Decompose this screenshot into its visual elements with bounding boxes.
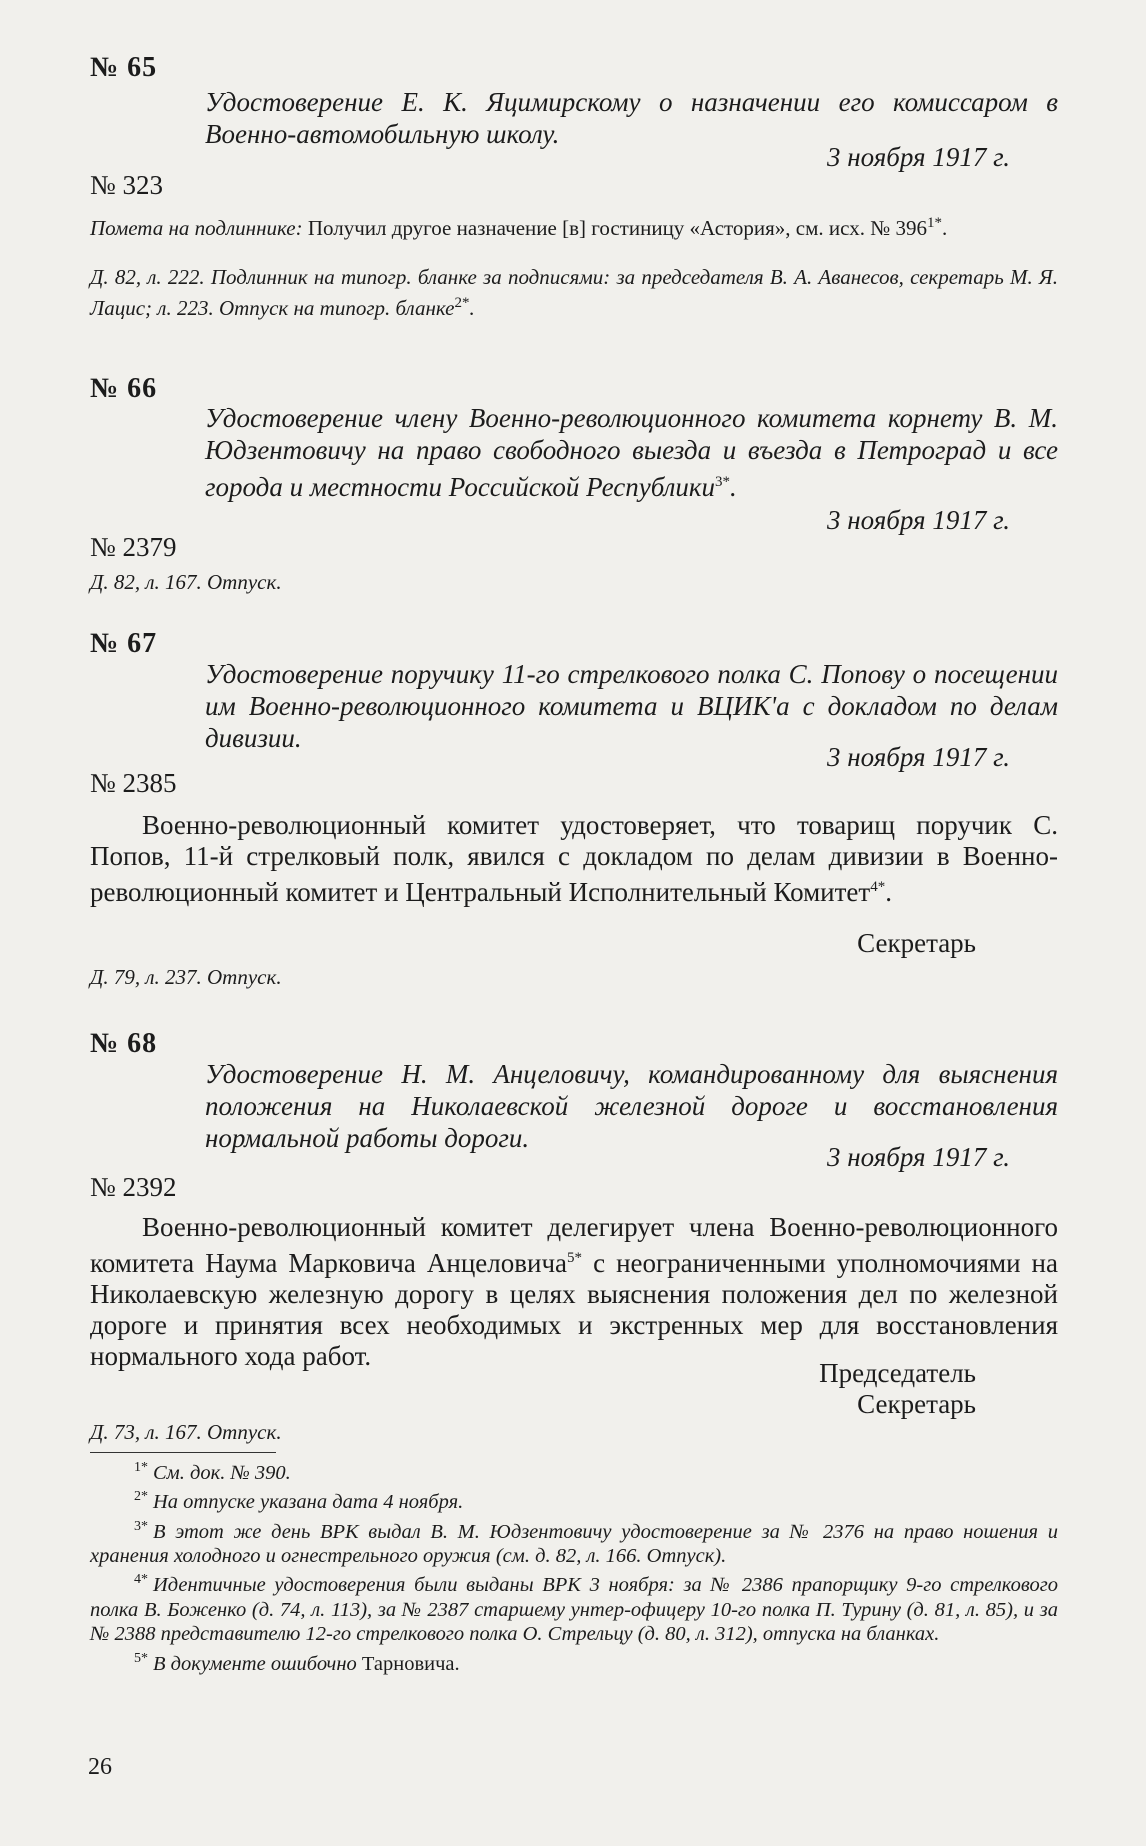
doc-68-number: № 68 [90,1028,158,1059]
title-text: Удостоверение члену Военно-революционного комитета корнету В. М. Юдзентовичу на право свободного выезда и въезда в Петроград и все города и местности Российской Республики [205,403,1058,502]
footnote-mark: 1* [927,215,942,231]
footnote-text: См. док. № 390. [153,1461,291,1484]
doc-65-title: Удостоверение Е. К. Яцимирскому о назначении его комиссаром в Военно-автомобильную школу. [205,87,1058,149]
footnote-marker: 1* [134,1460,148,1475]
footnote-text-italic: В документе ошибочно [153,1652,357,1675]
doc-68-archive-ref: Д. 73, л. 167. Отпуск. [90,1420,282,1444]
footnote-text: Идентичные удостоверения были выданы ВРК 3 ноября: за № 2386 прапорщику 9-го стрелкового полка В. Боженко (д. 74, л. 113), за № 2387 старшему унтер-офицеру 10-го полка П. Турину (д. 81, л. 85), и за № 2388 представителю 12-го стрелкового полка О. Стрельцу (д. 80, л. 312), отпуска на бланках. [90,1574,1058,1646]
page-number: 26 [88,1754,112,1780]
note-text: Получил другое назначение [в] гостиницу «Астория», см. исх. № 396 [302,216,927,240]
signature-role: Секретарь [857,928,976,958]
body-text-end: с неограниченными уполномочиями на Николаевскую железную дорогу в целях выяснения положения дел по железной дороге и принятия всех необходимых и экстренных мер для восстановления нормального хода работ. [90,1248,1058,1371]
doc-68-body [90,1212,1058,1372]
doc-67-number: № 67 [90,628,158,659]
doc-67-date: 3 ноября 1917 г. [826,742,1010,772]
doc-65-note-1 [90,210,1058,241]
footnote-marker: 4* [134,1572,148,1588]
doc-65-date: 3 ноября 1917 г. [826,142,1010,172]
doc-67-reg-number: № 2385 [90,768,177,798]
doc-66-reg-number: № 2379 [90,532,177,562]
doc-65-note-2 [90,264,1058,321]
doc-68-reg-number: № 2392 [90,1172,177,1202]
footnote-mark: 5* [567,1250,583,1266]
doc-66-title [205,402,1058,503]
doc-68-title: Удостоверение Н. М. Анцеловичу, командированному для выяснения положения на Николаевской железной дороге и восстановления нормальной работы дороги. [205,1059,1058,1153]
signature-secretary: Секретарь [857,1389,976,1419]
doc-68-date: 3 ноября 1917 г. [826,1142,1010,1172]
footnote-marker: 5* [134,1650,148,1666]
footnote-text-roman: Тарновича. [356,1652,460,1675]
body-text: Военно-революционный комитет удостоверяет, что товарищ поручик С. Попов, 11-й стрелковый полк, явился с докладом по делам дивизии в Военно-революционный комитет и Центральный Исполнительный Комитет [90,810,1058,907]
note-text: Д. 82, л. 222. Подлинник на типогр. бланке за подписями: за председателя В. А. Аванесов, секретарь М. Я. Лацис; л. 223. Отпуск на типогр. бланке [90,265,1058,320]
footnote-2 [90,1485,1058,1514]
footnote-mark: 3* [715,474,731,490]
doc-67-archive-ref: Д. 79, л. 237. Отпуск. [90,965,282,989]
footnote-3 [90,1515,1058,1569]
body-end: . [885,877,892,907]
doc-67-title: Удостоверение поручику 11-го стрелкового полка С. Попову о посещении им Военно-революционного комитета и ВЦИК'а с докладом по делам дивизии. [205,659,1058,753]
body-text-start: Военно-революционный комитет делегирует члена Военно-революционного комитета Наума Марковича Анцеловича [90,1212,1058,1278]
footnote-divider [90,1452,276,1453]
footnote-4 [90,1568,1058,1646]
footnote-text [153,1653,460,1675]
footnote-1 [90,1456,1058,1485]
note-label: Помета на подлиннике: [90,216,303,240]
footnote-mark: 4* [870,879,886,895]
signature-chairman: Председатель [819,1358,976,1388]
doc-66-number: № 66 [90,373,158,404]
footnotes [90,1456,1058,1676]
footnote-text: В этот же день ВРК выдал В. М. Юдзентовичу удостоверение за № 2376 на право ношения и хранения холодного и огнестрельного оружия (см. д. 82, л. 166. Отпуск). [90,1520,1058,1567]
title-end: . [730,472,737,502]
doc-67-body [90,810,1058,908]
doc-67-signature [857,928,976,959]
doc-66-date: 3 ноября 1917 г. [826,505,1010,535]
note-end: . [469,296,475,320]
doc-68-signatures [819,1358,976,1420]
doc-66-archive-ref: Д. 82, л. 167. Отпуск. [90,570,282,594]
footnote-text: На отпуске указана дата 4 ноября. [153,1491,464,1514]
doc-65-number: № 65 [90,52,158,83]
footnote-marker: 2* [134,1489,148,1505]
footnote-mark: 2* [454,295,470,311]
footnote-5 [90,1647,1058,1676]
note-end: . [942,216,948,240]
footnote-marker: 3* [134,1518,148,1534]
doc-65-reg-number: № 323 [90,170,164,200]
